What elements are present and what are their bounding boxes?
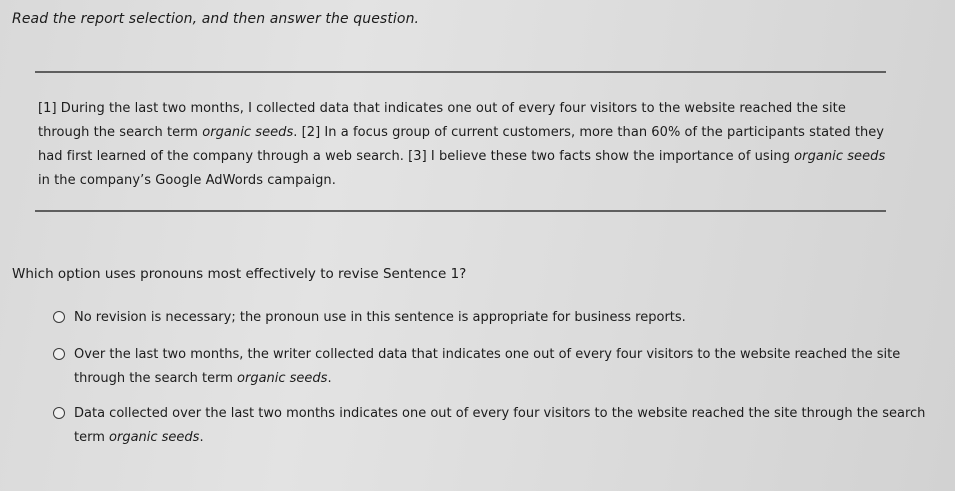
answer-option-1-text: No revision is necessary; the pronoun use in this sentence is appropriate for business reports. xyxy=(74,310,686,325)
sentence-2-number: [2] xyxy=(297,125,321,140)
passage-top-divider xyxy=(35,71,886,73)
instructions-text: Read the report selection, and then answer the question. xyxy=(12,11,420,27)
passage-bottom-divider xyxy=(35,210,886,212)
answer-option-3-end: . xyxy=(199,430,204,445)
answer-option-2[interactable] xyxy=(53,343,933,391)
answer-option-3[interactable] xyxy=(53,402,933,450)
sentence-2-text: In a focus group of current customers, more than 60% of the participants stated they had first learned of the company through a web search. xyxy=(38,125,885,164)
answer-option-2-label xyxy=(74,343,933,391)
radio-button-3[interactable] xyxy=(53,407,65,419)
sentence-1-term: organic seeds xyxy=(202,125,294,140)
sentence-3-number: [3] xyxy=(403,149,427,164)
sentence-3-text: I believe these two facts show the importance of using xyxy=(426,149,795,164)
sentence-3-end: in the company’s Google AdWords campaign. xyxy=(38,173,336,188)
answer-option-3-text: Data collected over the last two months indicates one out of every four visitors to the website reached the site through the search term xyxy=(74,406,926,445)
answer-option-2-end: . xyxy=(327,371,332,386)
answer-option-2-text: Over the last two months, the writer collected data that indicates one out of every four visitors to the website reached the site through the search term xyxy=(74,347,901,386)
sentence-1-text: During the last two months, I collected data that indicates one out of every four visitors to the website reached the site through the search term xyxy=(38,101,846,140)
answer-option-3-term: organic seeds xyxy=(109,430,200,445)
radio-button-1[interactable] xyxy=(53,311,65,323)
answer-option-2-term: organic seeds xyxy=(237,371,328,386)
answer-option-3-label xyxy=(74,402,933,450)
sentence-1-number: [1] xyxy=(38,101,57,116)
answer-option-1-label xyxy=(74,306,933,330)
sentence-1-end: . xyxy=(293,125,298,140)
answer-option-1[interactable] xyxy=(53,306,933,330)
report-passage xyxy=(38,97,890,193)
sentence-3-term: organic seeds xyxy=(794,149,886,164)
radio-button-2[interactable] xyxy=(53,348,65,360)
question-text: Which option uses pronouns most effectively to revise Sentence 1? xyxy=(12,266,467,282)
